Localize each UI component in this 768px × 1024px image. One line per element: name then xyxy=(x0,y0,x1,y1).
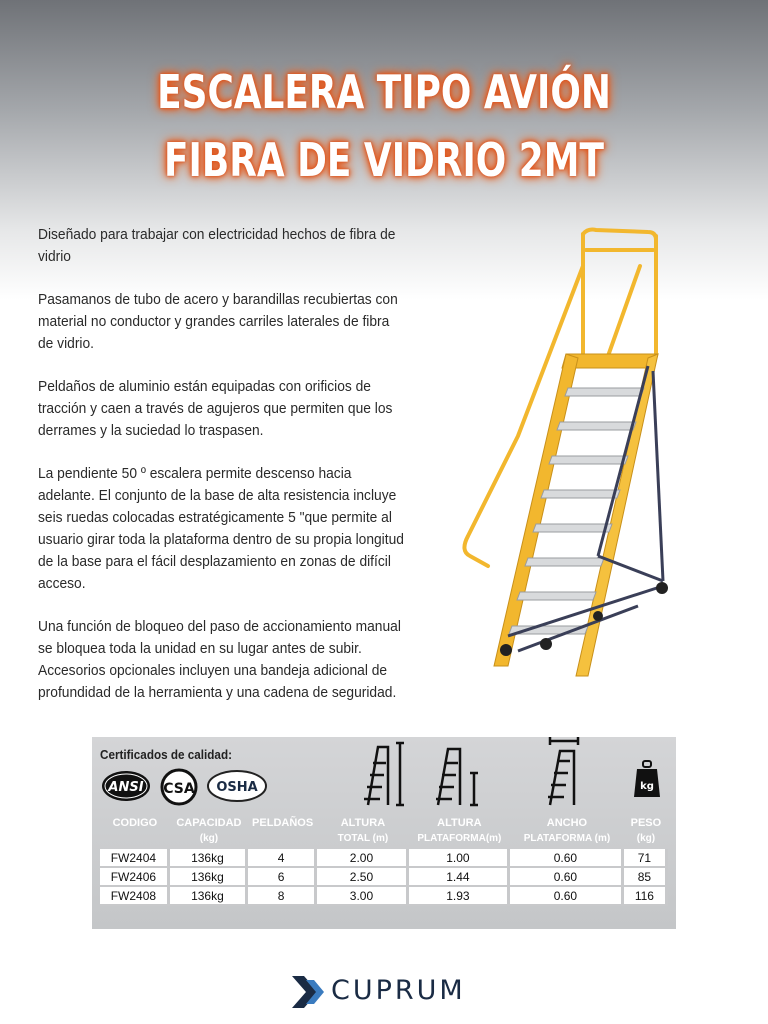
table-header-row xyxy=(100,813,668,849)
header-altura-total: ALTURA TOTAL (m) xyxy=(337,817,389,844)
table-cell: 4 xyxy=(248,849,317,868)
table-row xyxy=(100,868,668,887)
table-cell: 136kg xyxy=(170,849,248,868)
header-peldanos: PELDAÑOS xyxy=(252,817,314,829)
header-codigo: CODIGO xyxy=(112,817,158,829)
table-cell: FW2406 xyxy=(100,868,170,887)
table-cell: 71 xyxy=(624,849,668,868)
platform-width-icon xyxy=(544,737,584,807)
title-line-1: ESCALERA TIPO AVIÓN xyxy=(157,65,611,119)
description-paragraph: Una función de bloqueo del paso de accionamiento manual se bloquea toda la unidad en su lugar antes de subir. Accesorios opcionales incluyen una bandeja adicional de profundidad de la herramienta y una cadena de seguridad. xyxy=(38,618,401,701)
title-line-2: FIBRA DE VIDRIO 2MT xyxy=(164,133,604,187)
table-cell: 116 xyxy=(624,887,668,906)
description-paragraph: Pasamanos de tubo de acero y barandillas recubiertas con material no conductor y grandes carriles laterales de fibra de vidrio. xyxy=(38,291,398,352)
table-cell: 136kg xyxy=(170,887,248,906)
table-row xyxy=(100,849,668,868)
ansi-logo xyxy=(100,769,152,803)
table-cell: 0.60 xyxy=(510,868,624,887)
page-title xyxy=(84,58,683,194)
table-cell: FW2404 xyxy=(100,849,170,868)
table-cell: 136kg xyxy=(170,868,248,887)
certificates-label: Certificados de calidad: xyxy=(100,747,232,762)
weight-icon-label: kg xyxy=(640,781,654,792)
table-cell: FW2408 xyxy=(100,887,170,906)
spec-panel xyxy=(92,737,676,929)
table-cell: 1.00 xyxy=(409,849,510,868)
total-height-icon xyxy=(358,741,408,807)
description-paragraph: Diseñado para trabajar con electricidad hechos de fibra de vidrio xyxy=(38,226,396,265)
spec-table xyxy=(100,813,668,906)
header-peso: PESO (kg) xyxy=(630,817,662,844)
header-capacidad: CAPACIDAD (kg) xyxy=(176,817,242,844)
description-paragraph: Peldaños de aluminio están equipadas con orificios de tracción y caen a través de agujeros que permiten que los derrames y la suciedad lo traspasen. xyxy=(38,378,393,439)
table-cell: 1.93 xyxy=(409,887,510,906)
table-cell: 0.60 xyxy=(510,849,624,868)
osha-logo xyxy=(206,769,268,803)
product-description xyxy=(38,224,406,725)
header-altura-plataforma: ALTURA PLATAFORMA(m) xyxy=(417,817,502,844)
csa-logo-text: CSA xyxy=(163,781,195,797)
description-paragraph: La pendiente 50 º escalera permite descenso hacia adelante. El conjunto de la base de alta resistencia incluye seis ruedas colocadas estratégicamente 5 "que permite al usuario girar toda la plataforma dentro de su propia longitud de la base para el fácil desplazamiento en zonas de difícil acceso. xyxy=(38,465,404,592)
table-row xyxy=(100,887,668,906)
table-cell: 1.44 xyxy=(409,868,510,887)
ladder-image xyxy=(448,226,680,694)
table-cell: 2.00 xyxy=(317,849,408,868)
table-cell: 8 xyxy=(248,887,317,906)
table-cell: 2.50 xyxy=(317,868,408,887)
platform-height-icon xyxy=(432,743,484,807)
weight-icon xyxy=(632,759,662,799)
table-cell: 6 xyxy=(248,868,317,887)
table-cell: 3.00 xyxy=(317,887,408,906)
brand-name: CUPRUM xyxy=(331,975,466,1006)
header-ancho-plataforma: ANCHO PLATAFORMA (m) xyxy=(523,817,611,844)
table-cell: 85 xyxy=(624,868,668,887)
ansi-logo-text: ANSI xyxy=(108,780,144,795)
table-cell: 0.60 xyxy=(510,887,624,906)
csa-logo xyxy=(160,767,202,807)
osha-logo-text: OSHA xyxy=(216,780,258,795)
